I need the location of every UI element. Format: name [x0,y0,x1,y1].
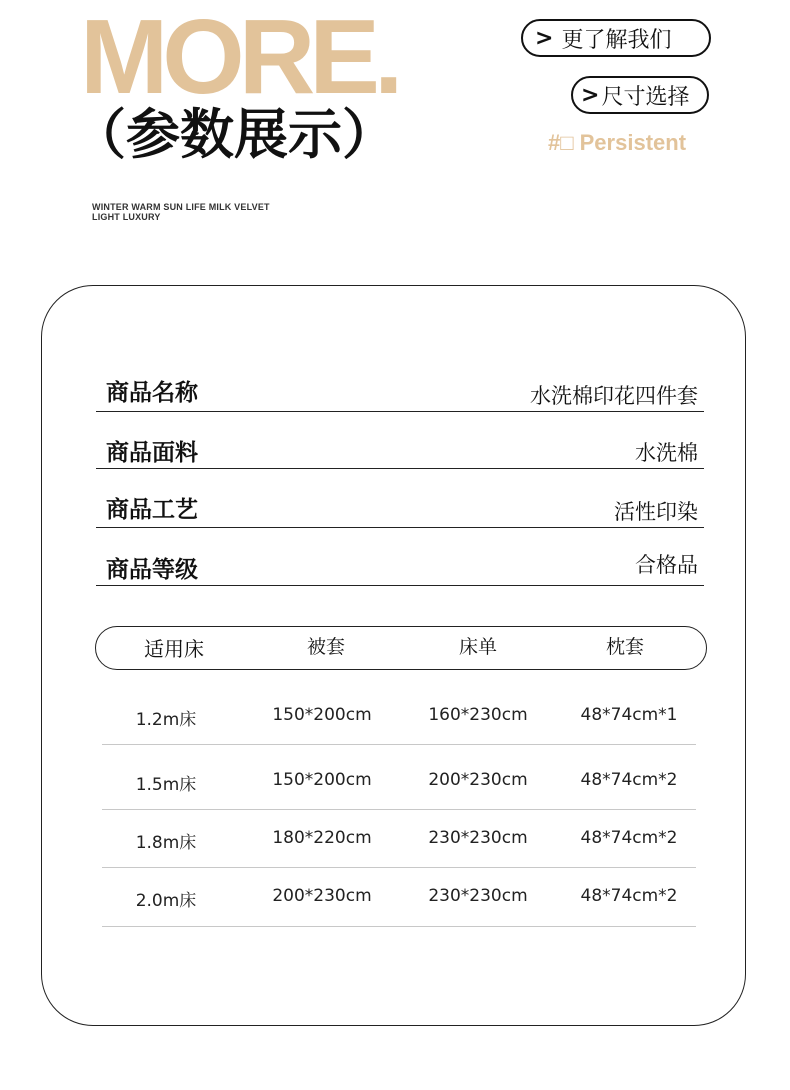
cell-sheet: 230*230cm [428,828,528,848]
cell-pillowcase: 48*74cm*1 [580,705,678,725]
table-row [102,686,696,745]
cell-bed: 1.5m床 [135,775,197,795]
spec-key: 商品名称 [106,380,198,406]
persistent-badge: #□ Persistent [548,130,687,155]
spec-value: 合格品 [635,553,698,577]
table-row [102,809,696,868]
spec-row-name [96,367,704,412]
cell-pillowcase: 48*74cm*2 [580,886,678,906]
size-table-header [95,626,707,670]
cell-duvet: 150*200cm [272,770,372,790]
cell-bed: 2.0m床 [135,891,197,911]
cell-pillowcase: 48*74cm*2 [580,770,678,790]
cell-bed: 1.2m床 [135,710,197,730]
table-row [102,867,696,927]
chevron-right-icon: > [581,82,600,108]
spec-key: 商品等级 [106,557,198,583]
cell-sheet: 160*230cm [428,705,528,725]
spec-row-fabric [96,424,704,469]
hero-subtitle: （参数展示） [72,103,396,166]
tagline-line-1: WINTER WARM SUN LIFE MILK VELVET [92,202,270,212]
header-duvet: 被套 [306,636,346,658]
cell-duvet: 150*200cm [272,705,372,725]
cell-pillowcase: 48*74cm*2 [580,828,678,848]
size-select-label: 尺寸选择 [601,84,690,110]
about-us-label: 更了解我们 [561,27,672,53]
chevron-right-icon: > [535,25,554,51]
table-row [102,744,696,810]
cell-bed: 1.8m床 [135,833,197,853]
tagline [92,202,270,222]
cell-duvet: 180*220cm [272,828,372,848]
about-us-button[interactable] [521,19,711,57]
spec-key: 商品工艺 [106,497,198,523]
header-bed: 适用床 [144,637,204,661]
spec-row-grade [96,541,704,586]
cell-sheet: 230*230cm [428,886,528,906]
spec-value: 水洗棉印花四件套 [530,384,698,408]
spec-row-craft [96,483,704,528]
spec-value: 水洗棉 [635,441,698,465]
spec-key: 商品面料 [106,440,198,466]
cell-duvet: 200*230cm [272,886,372,906]
tagline-line-2: LIGHT LUXURY [92,212,161,222]
header-sheet: 床单 [458,636,498,658]
spec-value: 活性印染 [614,500,698,524]
cell-sheet: 200*230cm [428,770,528,790]
header-pillowcase: 枕套 [605,636,645,658]
hero-title: MORE. [80,0,398,116]
size-select-button[interactable] [571,76,709,114]
